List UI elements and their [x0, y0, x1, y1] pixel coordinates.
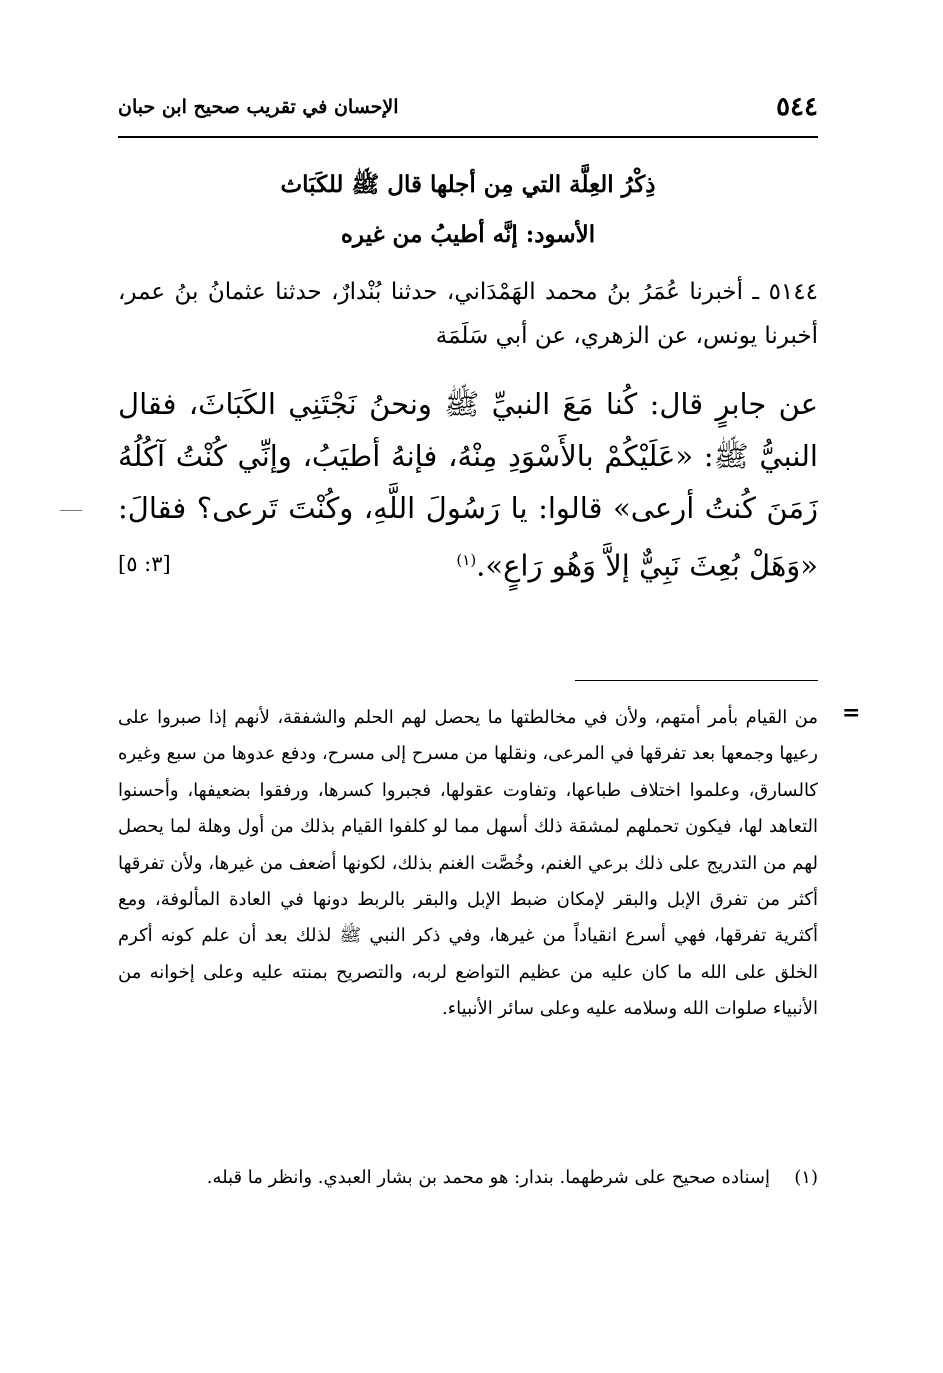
hadith-isnad: ٥١٤٤ ـ أخبرنا عُمَرُ بنُ محمد الهَمْدَاني، حدثنا بُنْدارٌ، حدثنا عثمانُ بنُ عمر، أخبرنا يونس، عن الزهري، عن أبي سَلَمَة	[118, 279, 818, 349]
footnote-continuation-mark: =	[842, 700, 861, 726]
footnote-divider	[575, 680, 818, 681]
section-heading-line-1: ذِكْرُ العِلَّة التي مِن أجلها قال ﷺ للكَبَاث	[280, 171, 656, 198]
footnote-1	[118, 1160, 818, 1196]
footnote-1-number: (١)	[794, 1167, 818, 1188]
section-heading-line-2: الأسود: إنَّه أطيبُ من غيره	[340, 221, 596, 248]
footnote-1-text: إسناده صحيح على شرطهما. بندار: هو محمد بن بشار العبدي. وانظر ما قبله.	[206, 1167, 770, 1188]
hadith-grading: [٣: ٥]	[118, 552, 171, 576]
hadith-matn-text: عن جابرٍ قال: كُنا مَعَ النبيِّ ﷺ ونحنُ نَجْتَنِي الكَبَاثَ، فقال النبيُّ ﷺ: «عَلَيْكُمْ بالأَسْوَدِ مِنْهُ، فإنهُ أطيَبُ، وإنِّي كُنْتُ آكُلُهُ زَمَنَ كُنتُ أرعى» قالوا: يا رَسُولَ اللَّهِ، وكُنْتَ تَرعى؟ فقالَ: «وَهَلْ بُعِثَ نَبِيٌّ إلاَّ وَهُو رَاعٍ».	[118, 387, 818, 583]
footnote-reference: (١)	[456, 551, 477, 569]
header-divider	[118, 136, 818, 138]
margin-dash	[60, 510, 82, 511]
running-title: الإحسان في تقريب صحيح ابن حبان	[118, 96, 399, 118]
page-number: ٥٤٤	[776, 92, 818, 122]
hadith-matn	[118, 378, 818, 592]
page-header	[118, 92, 818, 134]
section-heading	[118, 160, 818, 260]
footnote-continuation: من القيام بأمر أمتهم، ولأن في مخالطتها ما يحصل لهم الحلم والشفقة، لأنهم إذا صبروا على رعيها وجمعها بعد تفرقها في المرعى، ونقلها من مسرح إلى مسرح، ودفع عدوها من سبع وغيره كالسارق، وعلموا اختلاف طباعها، وتفاوت عقولها، فجبروا كسرها، ورفقوا بضعيفها، وأحسنوا التعاهد لها، فيكون تحملهم لمشقة ذلك أسهل مما لو كلفوا القيام بذلك من أول وهلة لما يحصل لهم من التدريج على ذلك برعي الغنم، وخُصَّت الغنم بذلك، لكونها أضعف من غيرها، ولأن تفرقها أكثر من تفرق الإبل والبقر لإمكان ضبط الإبل والبقر بالربط دونها في العادة المألوفة، ومع أكثرية تفرقها، فهي أسرع انقياداً من غيرها، وفي ذكر النبي ﷺ لذلك بعد أن علم كونه أكرم الخلق على الله ما كان عليه من عظيم التواضع لربه، والتصريح بمنته عليه وعلى إخوانه من الأنبياء صلوات الله وسلامه عليه وعلى سائر الأنبياء.	[118, 707, 818, 1020]
